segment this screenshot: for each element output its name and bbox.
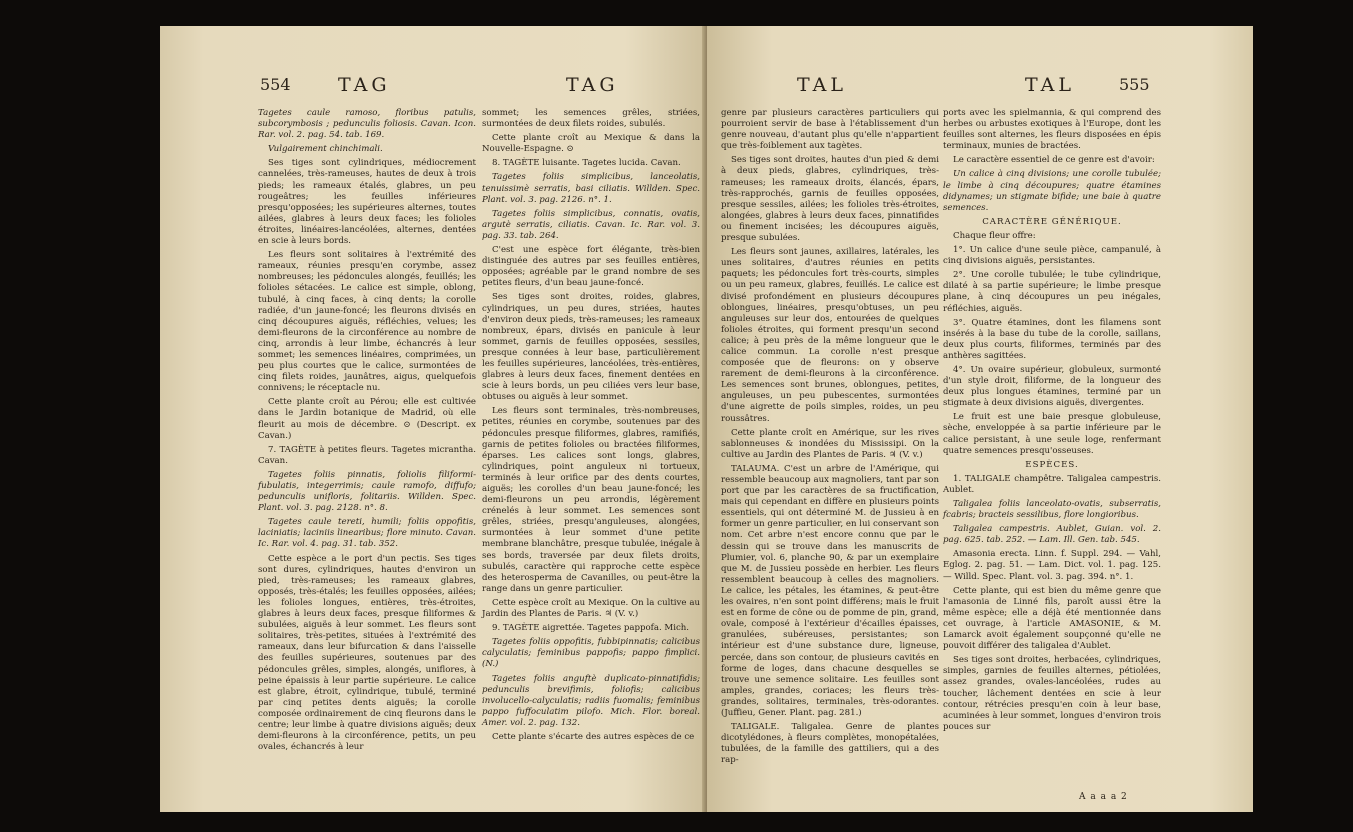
paragraph: Un calice à cinq divisions; une corolle tubulée; le limbe à cinq découpures; quatre étamines didynames; un stigmate bifide; une baie à quatre semences.: [943, 169, 1161, 213]
paragraph: C'est une espèce fort élégante, très-bien distinguée des autres par ses feuilles entières, opposées; agréable par le grand nombre de ses petites fleurs, d'un beau jaune-foncé.: [482, 245, 700, 289]
paragraph: Tagetes foliis pinnatis, foliolis filiformi-fubulatis, integerrimis; caule ramofo, diffufo; pedunculis unifloris, folitariis. Willden. Spec. Plant. vol. 3. pag. 2128. n°. 8.: [258, 469, 476, 514]
right-column-b: [943, 108, 1161, 736]
paragraph: Ses tiges sont droites, roides, glabres, cylindriques, un peu dures, striées, hautes d'environ deux pieds, très-rameuses; les rameaux nombreux, épars, divisés en panicule à leur sommet, garnis de feuilles opposées, sessiles, presque connées à leur base, particulièrement les feuilles supérieures, lancéolées, très-entières, glabres à leurs deux faces, finement dentées en scie à leurs bords, un peu ciliées vers leur base, obtuses ou aiguës à leur sommet.: [482, 292, 700, 403]
paragraph: Tagetes foliis simplicibus, lanceolatis, tenuissimè serratis, basi ciliatis. Willden. Spec. Plant. vol. 3. pag. 2126. n°. 1.: [482, 172, 700, 205]
paragraph: TALIGALE. Taligalea. Genre de plantes dicotylédones, à fleurs complètes, monopétalées, tubulées, de la famille des gattiliers, qui a des rap-: [721, 722, 939, 766]
paragraph: Ses tiges sont droites, herbacées, cylindriques, simples, garnies de feuilles alternes, pétiolées, assez grandes, ovales-lancéolées, rudes au toucher, lâchement dentées en scie à leur contour, rétrécies presqu'en coin à leur base, acuminées à leur sommet, longues d'environ trois pouces sur: [943, 655, 1161, 732]
page-number-left: 554: [260, 75, 291, 94]
paragraph: Le caractère essentiel de ce genre est d'avoir:: [953, 155, 1155, 166]
paragraph: 3°. Quatre étamines, dont les filamens sont insérés à la base du tube de la corolle, saillans, deux plus courts, filiformes, terminés par des anthères sagittées.: [943, 317, 1161, 361]
paragraph: Cette espèce a le port d'un pectis. Ses tiges sont dures, cylindriques, hautes d'environ un pied, très-rameuses; les rameaux glabres, opposés, très-étalés; les feuilles opposées, ailées; les folioles longues, entières, très-étroites, glabres à leurs deux faces, presque filiformes & subulées, aiguës à leur sommet. Les fleurs sont solitaires, très-petites, situées à l'extrémité des rameaux, dans leur bifurcation & dans l'aisselle des feuilles supérieures, soutenues par des pédoncules grêles, simples, alongés, uniflores, à peine épaissis à leur partie supérieure. Le calice est glabre, étroit, cylindrique, tubulé, terminé par cinq petites dents aiguës; la corolle composée ordinairement de cinq fleurons dans le centre; leur limbe à quatre divisions aiguës; deux demi-fleurons à la circonférence, petits, un peu ovales, échancrés à leur: [258, 553, 476, 753]
right-page: [707, 26, 1253, 812]
page-number-right: 555: [1119, 75, 1150, 94]
paragraph: Cette espèce croît au Mexique. On la cultive au Jardin des Plantes de Paris. ♃ (V. v.): [482, 597, 700, 620]
paragraph: TALAUMA. C'est un arbre de l'Amérique, qui ressemble beaucoup aux magnoliers, tant par son port que par les caractères de sa fructification, mais qui cependant en diffère en plusieurs points essentiels, qui ont déterminé M. de Jussieu à en former un genre particulier, en lui conservant son nom. Cet arbre n'est encore connu que par le dessin qui se trouve dans les manuscrits de Plumier, vol. 6, planche 90, & par un exemplaire que M. de Jussieu possède en herbier. Les fleurs ressemblent beaucoup à celles des magnoliers. Le calice, les pétales, les étamines, & peut-être les ovaires, n'en sont point différens; mais le fruit est en forme de cône ou de pomme de pin, grand, ovale, composé à l'extérieur d'écailles épaisses, granulées, subéreuses, persistantes; son intérieur est d'une substance dure, ligneuse, percée, dans son contour, de plusieurs cavités en forme de loges, dans chacune desquelles se trouve une semence solitaire. Les feuilles sont amples, grandes, coriaces; les fleurs très-grandes, solitaires, terminales, très-odorantes. (Juffieu, Gener. Plant. pag. 281.): [721, 463, 939, 718]
paragraph: Les fleurs sont terminales, très-nombreuses, petites, réunies en corymbe, soutenues par des pédoncules presque filiformes, glabres, ramifiés, garnis de petites folioles ou bractées filiformes, éparses. Les calices sont longs, glabres, cylindriques, point anguleux ni tortueux, terminés à leur orifice par des dents courtes, aiguës; les corolles d'un beau jaune-foncé; les demi-fleurons un peu arrondis, légèrement crénelés à leur sommet. Les semences sont grêles, striées, presqu'anguleuses, alongées, surmontées à leur sommet d'une petite membrane blanchâtre, presque tubulée, inégale à ses bords, traversée par deux filets droits, subulés, caractère qui rapproche cette espèce des heterosperma de Cavanilles, ou peut-être la range dans un genre particulier.: [482, 406, 701, 594]
paragraph: Cette plante croît en Amérique, sur les rives sablonneuses & inondées du Mississipi. On la cultive au Jardin des Plantes de Paris. ♃ (V. v.): [721, 427, 939, 460]
paragraph: Cette plante croît au Mexique & dans la Nouvelle-Espagne. ⊙: [482, 133, 700, 155]
section-heading: CARACTÈRE GÉNÉRIQUE.: [982, 216, 1122, 227]
paragraph: 1°. Un calice d'une seule pièce, campanulé, à cinq divisions aiguës, persistantes.: [943, 245, 1161, 267]
paragraph: Vulgairement chinchimali.: [268, 144, 383, 155]
species-heading: 7. TAGÈTE à petites fleurs. Tagetes micrantha. Cavan.: [258, 444, 476, 466]
left-column-b: [482, 108, 700, 746]
running-head-left-a: TAG: [338, 74, 391, 96]
left-column-a: [258, 108, 476, 756]
paragraph: Chaque fleur offre:: [953, 230, 1036, 241]
paragraph: Taligalea foliis lanceolato-ovatis, subserratis, fcabris; bracteis sessilibus, flore longioribus.: [943, 499, 1161, 521]
paragraph: Cette plante, qui est bien du même genre que l'amasonia de Linné fils, paroît aussi être la même espèce; elle a déjà été mentionnée dans cet ouvrage, à l'article AMASONIE, & M. Lamarck avoit également soupçonné qu'elle ne pouvoit différer des taligalea d'Aublet.: [943, 585, 1161, 652]
paragraph: Tagetes caule tereti, humili; foliis oppofitis, laciniatis; laciniis linearibus; flore minuto. Cavan. Ic. Rar. vol. 4. pag. 31. tab. 352.: [258, 517, 476, 550]
paragraph: Tagetes foliis simplicibus, connatis, ovatis, argutè serratis, ciliatis. Cavan. Ic. Rar. vol. 3. pag. 33. tab. 264.: [482, 208, 700, 241]
paragraph: genre par plusieurs caractères particuliers qui pourroient servir de base à l'établissement d'un genre nouveau, d'autant plus qu'elle n'appartient que très-foiblement aux tagètes.: [721, 108, 939, 152]
paragraph: Les fleurs sont jaunes, axillaires, latérales, les unes solitaires, d'autres réunies en petits paquets; les pédoncules fort très-courts, simples ou un peu rameux, glabres, feuillés. Le calice est divisé profondément en plusieurs découpures oblongues, linéaires, presqu'obtuses, un peu anguleuses sur leur dos, entourées de quelques folioles étroites, qui forment presqu'un second calice; à peu près de la même longueur que le calice commun. La corolle n'est presque composée que de fleurons: on y observe rarement de demi-fleurons à la circonférence. Les semences sont brunes, oblongues, petites, anguleuses, un peu pubescentes, surmontées d'une aigrette de poils simples, roides, un peu roussâtres.: [721, 247, 939, 424]
species-heading: 9. TAGÈTE aigrettée. Tagetes pappofa. Mich.: [492, 623, 690, 634]
running-head-right-a: TAL: [797, 74, 847, 96]
right-column-a: [721, 108, 939, 769]
running-head-right-b: TAL: [1025, 74, 1075, 96]
paragraph: Taligalea campestris. Aublet, Guian. vol. 2. pag. 625. tab. 252. — Lam. Ill. Gen. tab. 545.: [943, 524, 1161, 546]
paragraph: 2°. Une corolle tubulée; le tube cylindrique, dilaté à sa partie supérieure; le limbe presque plane, à cinq découpures un peu inégales, réfléchies, aiguës.: [943, 270, 1161, 314]
section-heading: ESPÈCES.: [1025, 459, 1079, 470]
paragraph: Cette plante s'écarte des autres espèces de ce: [492, 731, 695, 742]
paragraph: ports avec les spielmannia, & qui comprend des herbes ou arbustes exotiques à l'Europe, dont les feuilles sont alternes, les fleurs disposées en épis terminaux, munies de bractées.: [943, 108, 1161, 152]
paragraph: Les fleurs sont solitaires à l'extrémité des rameaux, réunies presqu'en corymbe, assez nombreuses; les pédoncules alongés, feuillés; les folioles sétacées. Le calice est simple, oblong, tubulé, à cinq faces, à cinq dents; la corolle radiée, d'un jaune-foncé; les fleurons divisés en cinq découpures aiguës, réfléchies, velues; les demi-fleurons de la circonférence au nombre de cinq, arrondis à leur limbe, échancrés à leur sommet; les semences linéaires, comprimées, un peu plus courtes que le calice, surmontées de cinq filets roides, jaunâtres, aigus, quelquefois connivens; le réceptacle nu.: [258, 250, 476, 394]
paragraph: Ses tiges sont droites, hautes d'un pied & demi à deux pieds, glabres, cylindriques, très-rameuses; les rameaux droits, élancés, épars, très-rapprochés, garnis de feuilles opposées, presque sessiles, ailées; les folioles très-étroites, alongées, glabres à leurs deux faces, pinnatifides ou finement incisées; les découpures aiguës, presque subulées.: [721, 155, 939, 244]
paragraph: Tagetes foliis anguftè duplicato-pinnatifidis; pedunculis brevifimis, foliofis; calicibus involucello-calyculatis; radiis fuomalis; feminibus pappo fuffoculatim pilofo. Mich. Flor. boreal. Amer. vol. 2. pag. 132.: [482, 673, 700, 728]
paragraph: Tagetes caule ramoso, floribus patulis, subcorymbosis ; pedunculis foliosis. Cavan. Icon. Rar. vol. 2. pag. 54. tab. 169.: [258, 108, 476, 141]
paragraph: sommet; les semences grêles, striées, surmontées de deux filets roides, subulés.: [482, 108, 700, 130]
left-page: [160, 26, 707, 812]
paragraph: Amasonia erecta. Linn. f. Suppl. 294. — Vahl, Eglog. 2. pag. 51. — Lam. Dict. vol. 1. pag. 125. — Willd. Spec. Plant. vol. 3. pag. 394. n°. 1.: [943, 549, 1161, 582]
running-head-left-b: TAG: [566, 74, 619, 96]
paragraph: 4°. Un ovaire supérieur, globuleux, surmonté d'un style droit, filiforme, de la longueur des deux plus longues étamines, terminé par un stigmate à deux divisions aiguës, divergentes.: [943, 364, 1161, 409]
species-heading: 1. TALIGALE champêtre. Taligalea campestris. Aublet.: [943, 473, 1161, 495]
paragraph: Le fruit est une baie presque globuleuse, sèche, enveloppée à sa partie inférieure par le calice persistant, à une seule loge, renfermant quatre semences presqu'osseuses.: [943, 412, 1161, 456]
paragraph: Ses tiges sont cylindriques, médiocrement cannelées, très-rameuses, hautes de deux à trois pieds; les rameaux étalés, glabres, un peu rougeâtres; les feuilles inférieures presqu'opposées; les supérieures alternes, toutes ailées, glabres à leurs deux faces; les folioles étroites, linéaires-lancéolées, alternes, dentées en scie à leurs bords.: [258, 158, 476, 247]
signature-mark: A a a a 2: [1079, 792, 1128, 802]
paragraph: Cette plante croît au Pérou; elle est cultivée dans le Jardin botanique de Madrid, où elle fleurit au mois de décembre. ⊙ (Descript. ex Cavan.): [258, 397, 476, 441]
species-heading: 8. TAGÈTE luisante. Tagetes lucida. Cavan.: [492, 158, 681, 169]
paragraph: Tagetes foliis oppofitis, fubbipinnatis; calicibus calyculatis; feminibus pappofis; pappo fimplici. (N.): [482, 637, 700, 670]
